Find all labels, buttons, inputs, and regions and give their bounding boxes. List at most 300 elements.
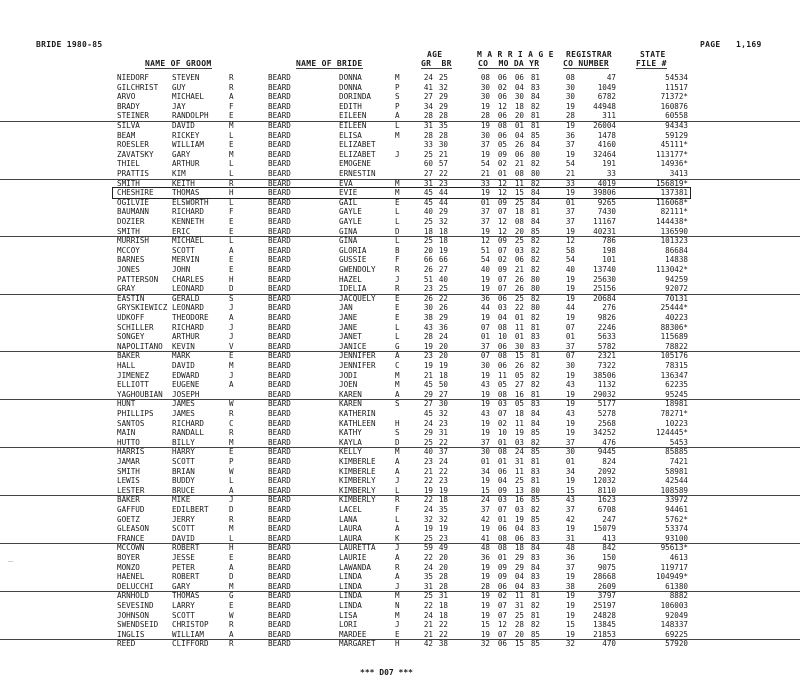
groom-last-name: LESTER [117,485,145,495]
bride-age: 35 [438,505,448,514]
bride-age: 21 [438,149,448,159]
marriage-day: 05 [514,399,524,409]
groom-first-name: WILLIAM [172,140,205,150]
bride-first-name: JANE [339,313,358,322]
groom-last-name: PRATTIS [117,169,150,178]
marriage-county: 19 [480,121,490,130]
groom-age: 21 [423,620,433,630]
groom-first-name: RICHARD [172,418,205,428]
marriage-county: 41 [480,533,490,543]
groom-last-name: UDKOFF [117,313,145,322]
registrar-county: 19 [565,313,575,322]
groom-first-name: EDILBERT [172,505,209,514]
groom-age: 23 [423,351,433,361]
marriage-county: 28 [480,581,490,591]
bride-middle-initial: D [395,437,400,447]
bride-last-name: BEARD [268,639,291,649]
groom-last-name: FRANCE [117,533,145,543]
marriage-year: 82 [530,380,540,390]
groom-last-name: BEAM [117,130,136,140]
marriage-year: 82 [530,255,540,265]
registrar-county: 01 [565,197,575,207]
groom-age: 19 [423,361,433,370]
groom-age: 21 [423,629,433,639]
bride-first-name: EVA [339,178,353,188]
table-row [0,495,800,505]
marriage-month: 01 [497,437,507,447]
registrar-county: 01 [565,457,575,466]
marriage-month: 06 [497,73,507,82]
groom-last-name: SCHILLER [117,322,154,332]
marriage-year: 80 [530,303,540,313]
table-row [0,611,800,621]
bride-first-name: MARDEE [339,629,367,639]
bride-last-name: BEARD [268,217,291,226]
groom-first-name: EUGENE [172,380,200,390]
registrar-number: 20684 [593,293,616,303]
registrar-number: 2246 [597,322,616,332]
groom-middle-initial: R [229,514,234,524]
marriage-day: 26 [514,284,524,294]
registrar-county: 19 [565,629,575,639]
bride-age: 38 [438,639,448,649]
groom-middle-initial: A [229,485,234,495]
registrar-number: 32464 [593,149,616,159]
bride-first-name: JANET [339,332,362,342]
table-row [0,217,800,227]
table-row [0,332,800,342]
groom-age: 28 [423,332,433,342]
bride-first-name: LAURA [339,524,362,534]
groom-first-name: SCOTT [172,610,195,620]
bride-first-name: LINDA [339,581,362,591]
registrar-county: 15 [565,485,575,495]
registrar-county: 19 [565,188,575,198]
groom-first-name: SCOTT [172,245,195,255]
bride-first-name: EVIE [339,188,358,198]
marriage-day: 25 [514,476,524,486]
registrar-county: 44 [565,303,575,313]
marriage-day: 19 [514,428,524,438]
groom-age: 20 [423,245,433,255]
table-row [0,620,800,630]
table-row [0,92,800,102]
bride-last-name: BEARD [268,169,291,178]
bride-age: 29 [438,207,448,217]
groom-last-name: ARVO [117,92,136,102]
registrar-county: 21 [565,169,575,178]
marriage-county: 42 [480,514,490,524]
registrar-county: 12 [565,236,575,246]
groom-first-name: DAVID [172,533,195,543]
groom-age: 31 [423,121,433,130]
state-file-number: 70131 [665,293,688,303]
table-row [0,428,800,438]
groom-age: 31 [423,581,433,591]
state-file-number: 124445* [655,428,688,438]
bride-age: 44 [438,188,448,198]
marriage-year: 83 [530,332,540,342]
bride-first-name: LINDA [339,591,362,601]
groom-middle-initial: J [229,322,234,332]
groom-middle-initial: E [229,226,234,236]
state-file-number: 62235 [665,380,688,390]
bride-middle-initial: F [395,505,400,514]
state-file-number: 85885 [665,447,688,457]
marriage-day: 18 [514,543,524,553]
page-footer: *** D07 *** [360,668,413,677]
registrar-county: 54 [565,255,575,265]
bride-age: 23 [438,178,448,188]
groom-last-name: SANTOS [117,418,145,428]
bride-first-name: LACEL [339,505,362,514]
marriage-year: 82 [530,505,540,514]
groom-middle-initial: E [229,265,234,274]
bride-middle-initial: E [395,629,400,639]
marriage-subheader: CO MO DA YR [478,59,540,68]
bride-first-name: HAZEL [339,274,362,284]
state-file-number: 54534 [665,73,688,82]
bride-middle-initial: E [395,197,400,207]
bride-middle-initial: R [395,495,400,505]
bride-last-name: BEARD [268,351,291,361]
marriage-year: 82 [530,313,540,322]
marriage-day: 18 [514,207,524,217]
page-label: PAGE [700,40,721,49]
registrar-county: 37 [565,217,575,226]
groom-age: 18 [423,226,433,236]
marriage-day: 11 [514,178,524,188]
bride-last-name: BEARD [268,514,291,524]
table-row [0,73,800,83]
groom-middle-initial: W [229,466,234,476]
marriage-year: 82 [530,293,540,303]
groom-middle-initial: E [229,447,234,457]
registrar-number: 9445 [597,447,616,457]
bride-middle-initial: P [395,101,400,111]
groom-age: 21 [423,370,433,380]
marriage-county: 37 [480,217,490,226]
groom-last-name: SONGEY [117,332,145,342]
bride-middle-initial: L [395,514,400,524]
table-row [0,572,800,582]
table-row [0,524,800,534]
marriage-year: 81 [530,121,540,130]
marriage-county: 19 [480,274,490,284]
marriage-day: 06 [514,255,524,265]
marriage-month: 05 [497,380,507,390]
table-row [0,639,800,649]
marriage-day: 25 [514,610,524,620]
registrar-county: 19 [565,418,575,428]
state-file-number: 14838 [665,255,688,265]
groom-age: 25 [423,591,433,601]
marriage-county: 37 [480,437,490,447]
state-file-number: 10223 [665,418,688,428]
groom-age: 32 [423,514,433,524]
marriage-year: 83 [530,399,540,409]
groom-middle-initial: D [229,284,234,294]
groom-middle-initial: R [229,639,234,649]
marriage-year: 85 [530,130,540,140]
bride-last-name: BEARD [268,620,291,630]
marriage-county: 12 [480,236,490,246]
table-row [0,150,800,160]
groom-last-name: ZAVATSKY [117,149,154,159]
bride-first-name: GINA [339,236,358,246]
bride-last-name: BEARD [268,226,291,236]
groom-first-name: RICHARD [172,322,205,332]
bride-last-name: BEARD [268,341,291,351]
marriage-county: 43 [480,409,490,418]
groom-first-name: DAVID [172,121,195,130]
registrar-county: 37 [565,207,575,217]
bride-middle-initial: R [395,562,400,572]
groom-last-name: CHESHIRE [117,188,154,198]
bride-age: 28 [438,130,448,140]
bride-first-name: KATHERIN [339,409,376,418]
groom-last-name: GOETZ [117,514,140,524]
bride-age: 22 [438,629,448,639]
bride-middle-initial: P [395,82,400,92]
bride-age: 32 [438,217,448,226]
groom-last-name: SMITH [117,466,140,476]
table-row [0,601,800,611]
marriage-month: 06 [497,341,507,351]
marriage-day: 15 [514,639,524,649]
registrar-number: 311 [602,111,616,121]
marriage-day: 11 [514,418,524,428]
groom-last-name: BARNES [117,255,145,265]
registrar-number: 40231 [593,226,616,236]
groom-first-name: BRIAN [172,466,195,476]
registrar-number: 470 [602,639,616,649]
groom-age: 45 [423,380,433,390]
marriage-month: 08 [497,322,507,332]
marriage-day: 31 [514,601,524,610]
bride-middle-initial: M [395,380,400,390]
marriage-county: 01 [480,457,490,466]
groom-first-name: MERVIN [172,255,200,265]
groom-middle-initial: E [229,255,234,265]
registrar-county: 30 [565,82,575,92]
table-row [0,505,800,515]
bride-first-name: ERNESTIN [339,169,376,178]
groom-first-name: THOMAS [172,591,200,601]
registrar-number: 786 [602,236,616,246]
bride-first-name: KATHY [339,428,362,438]
bride-first-name: LISA [339,610,358,620]
state-file-number: 60558 [665,111,688,121]
marriage-year: 84 [530,562,540,572]
marriage-day: 26 [514,140,524,150]
bride-last-name: BEARD [268,380,291,390]
bride-last-name: BEARD [268,418,291,428]
marriage-day: 15 [514,351,524,361]
marriage-county: 54 [480,255,490,265]
registrar-number: 28668 [593,572,616,582]
bride-first-name: LANA [339,514,358,524]
groom-age: 38 [423,313,433,322]
registrar-number: 2568 [597,418,616,428]
bride-middle-initial: A [395,553,400,562]
marriage-county: 19 [480,101,490,111]
marriage-year: 82 [530,265,540,274]
groom-last-name: HARRIS [117,447,145,457]
groom-middle-initial: L [229,159,234,169]
bride-last-name: BEARD [268,149,291,159]
marriage-month: 07 [497,284,507,294]
marriage-day: 03 [514,505,524,514]
marriage-day: 06 [514,533,524,543]
bride-first-name: LAWANDA [339,562,372,572]
bride-last-name: BEARD [268,121,291,130]
bride-last-name: BEARD [268,485,291,495]
groom-first-name: JERRY [172,514,195,524]
bride-first-name: JOEN [339,380,358,390]
marriage-month: 01 [497,169,507,178]
bride-first-name: MARGARET [339,639,376,649]
groom-age: 24 [423,505,433,514]
groom-first-name: ELSWORTH [172,197,209,207]
registrar-county: 19 [565,428,575,438]
groom-age: 24 [423,73,433,82]
registrar-number: 15079 [593,524,616,534]
bride-first-name: GUSSIE [339,255,367,265]
bride-middle-initial: J [395,274,400,284]
bride-middle-initial: E [395,293,400,303]
marriage-month: 06 [497,92,507,102]
groom-last-name: NIEDORF [117,73,150,82]
marriage-month: 09 [497,485,507,495]
table-row [0,371,800,381]
registrar-number: 1132 [597,380,616,390]
bride-last-name: BEARD [268,524,291,534]
marriage-year: 82 [530,178,540,188]
bride-age: 18 [438,370,448,380]
marriage-month: 09 [497,562,507,572]
groom-last-name: THIEL [117,159,140,169]
groom-last-name: PATTERSON [117,274,159,284]
state-file-number: 160876 [660,101,688,111]
marriage-year: 85 [530,514,540,524]
groom-age: 25 [423,533,433,543]
marriage-day: 03 [514,245,524,255]
groom-first-name: MIKE [172,495,191,505]
registrar-number: 247 [602,514,616,524]
registrar-number: 12032 [593,476,616,486]
groom-last-name: BAUMANN [117,207,150,217]
groom-age: 26 [423,265,433,274]
groom-first-name: EDWARD [172,370,200,380]
marriage-county: 43 [480,380,490,390]
registrar-county: 19 [565,389,575,399]
groom-age: 31 [423,178,433,188]
marriage-year: 80 [530,284,540,294]
marriage-month: 01 [497,514,507,524]
marriage-month: 12 [497,226,507,236]
groom-first-name: DAVID [172,361,195,370]
bride-first-name: KIMBERLY [339,476,376,486]
bride-first-name: KAREN [339,399,362,409]
bride-age: 20 [438,562,448,572]
bride-last-name: BEARD [268,178,291,188]
groom-first-name: BILLY [172,437,195,447]
bride-middle-initial: L [395,485,400,495]
bride-age: 29 [438,313,448,322]
age-subheader: GR BR [421,59,452,68]
bride-first-name: LINDA [339,601,362,610]
groom-middle-initial: R [229,428,234,438]
marriage-day: 11 [514,466,524,476]
bride-last-name: BEARD [268,92,291,102]
marriage-county: 19 [480,313,490,322]
groom-age: 45 [423,188,433,198]
bride-middle-initial: D [395,226,400,236]
groom-middle-initial: E [229,351,234,361]
document-title: BRIDE 1980-85 [36,40,103,49]
marriage-day: 20 [514,226,524,236]
marriage-year: 81 [530,351,540,361]
bride-last-name: BEARD [268,197,291,207]
bride-last-name: BEARD [268,159,291,169]
bride-first-name: IDELIA [339,284,367,294]
groom-age: 26 [423,293,433,303]
bride-first-name: JAN [339,303,353,313]
groom-first-name: PETER [172,562,195,572]
marriage-month: 10 [497,332,507,342]
registrar-number: 9265 [597,197,616,207]
marriage-year: 82 [530,101,540,111]
groom-middle-initial: L [229,169,234,178]
marriage-year: 84 [530,197,540,207]
bride-last-name: BEARD [268,553,291,562]
marriage-day: 16 [514,389,524,399]
bride-age: 20 [438,351,448,361]
bride-first-name: JANE [339,322,358,332]
marriage-day: 16 [514,495,524,505]
groom-first-name: ERIC [172,226,191,236]
marriage-day: 11 [514,591,524,601]
bride-middle-initial: L [395,217,400,226]
marriage-county: 19 [480,284,490,294]
groom-first-name: CLIFFORD [172,639,209,649]
table-row [0,246,800,256]
marriage-month: 07 [497,207,507,217]
bride-age: 57 [438,159,448,169]
bride-middle-initial: M [395,370,400,380]
marriage-county: 19 [480,524,490,534]
groom-last-name: BAKER [117,495,140,505]
marriage-day: 06 [514,73,524,82]
registrar-county: 01 [565,332,575,342]
groom-last-name: BOYER [117,553,140,562]
bride-age: 37 [438,447,448,457]
state-file-number: 53374 [665,524,688,534]
table-row [0,419,800,429]
groom-last-name: SMITH [117,226,140,236]
registrar-county: 37 [565,341,575,351]
table-row [0,131,800,141]
bride-last-name: BEARD [268,322,291,332]
bride-last-name: BEARD [268,399,291,409]
groom-first-name: RICKEY [172,130,200,140]
bride-age: 26 [438,303,448,313]
state-file-number: 116068* [655,197,688,207]
bride-last-name: BEARD [268,629,291,639]
groom-age: 30 [423,303,433,313]
groom-middle-initial: H [229,274,234,284]
